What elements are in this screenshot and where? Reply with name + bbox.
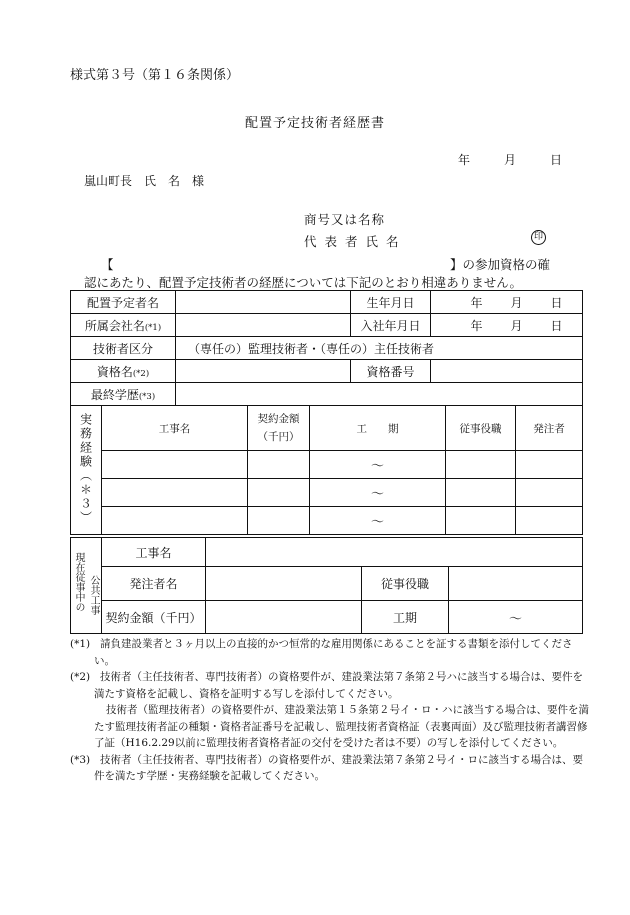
exp-work-cell[interactable] [102,507,248,535]
current-amount-label: 契約金額（千円） [102,601,206,634]
exp-col-period: 工 期 [310,406,446,451]
document-title: 配置予定技術者経歴書 [244,116,385,131]
representative-label: 代表者氏名 [304,234,407,249]
current-side-label-a: 公共工事 [88,574,99,615]
current-work-label: 工事名 [102,538,206,567]
submission-date [458,151,562,168]
exp-work-cell[interactable] [102,479,248,507]
exp-amount-cell[interactable] [248,507,310,535]
exp-role-cell[interactable] [446,479,516,507]
exp-role-cell[interactable] [446,451,516,479]
current-side-label-b: 現在従事中の [73,551,84,612]
declaration-line2: 認にあたり、配置予定技術者の経歴については下記のとおり相違ありません。 [84,275,523,290]
date-month: 月 [504,153,517,167]
exp-work-cell[interactable] [102,451,248,479]
qualification-field[interactable] [176,360,351,383]
role-class-label: 技術者区分 [71,337,176,360]
current-amount-field[interactable] [206,601,362,634]
current-period-field[interactable]: ～ [449,601,583,634]
current-client-label: 発注者名 [102,567,206,601]
date-year: 年 [458,153,471,167]
addressee: 嵐山町長 氏 名 様 [84,174,205,188]
company-name-label: 商号又は名称 [304,212,386,227]
table-row [71,479,583,507]
declaration-open-bracket: 【 [101,257,114,272]
experience-side-label: 実務経験（＊３） [71,406,102,535]
current-period-label: 工期 [362,601,449,634]
notes-section [70,636,590,785]
current-work-field[interactable] [206,538,583,567]
hire-date-label: 入社年月日 [351,314,431,337]
seal-icon: 印 [531,230,546,245]
education-field[interactable] [176,383,583,406]
note-2b: 技術者（監理技術者）の資格要件が、建設業法第１５条第２号イ・ロ・ハに該当する場合は、要件を満たす監理技術者証の種類・資格者証番号を記載し、監理技術者資格証（表裏両面）及び監理技術者講習修了証（H16.2.29以前に監理技術者資格者証の交付を受けた者は不要）の写しを添付してください。 [94,704,589,749]
birth-date-field[interactable]: 年 月 日 [431,291,583,314]
current-role-field[interactable] [449,567,583,601]
note-2: (*2) 技術者（主任技術者、専門技術者）の資格要件が、建設業法第７条第２号ハに該当する場合は、要件を満たす資格を記載し、資格を証明する写しを添付してください。 [70,671,583,700]
exp-client-cell[interactable] [516,507,583,535]
current-role-label: 従事役職 [362,567,449,601]
experience-table [70,405,583,535]
qualification-label: 資格名(*2) [71,360,176,383]
exp-amount-cell[interactable] [248,479,310,507]
exp-col-amount: 契約金額 （千円） [248,406,310,451]
exp-period-cell[interactable]: ～ [310,451,446,479]
exp-period-cell[interactable]: ～ [310,507,446,535]
basic-info-table [70,290,583,406]
education-label: 最終学歴(*3) [71,383,176,406]
form-number: 様式第３号（第１６条関係） [70,68,240,83]
current-client-field[interactable] [206,567,362,601]
hire-date-field[interactable]: 年 月 日 [431,314,583,337]
date-day: 日 [550,153,563,167]
note-1: (*1) 請負建設業者と３ヶ月以上の直接的かつ恒常的な雇用関係にあることを証する書類を添付してください。 [70,638,573,667]
note-3: (*3) 技術者（主任技術者、専門技術者）の資格要件が、建設業法第７条第２号イ・ロに該当する場合は、要件を満たす学歴・実務経験を記載してください。 [70,753,583,782]
declaration-line1: 】の参加資格の確 [450,257,551,272]
qualification-number-field[interactable] [431,360,583,383]
exp-col-role: 従事役職 [446,406,516,451]
table-row [71,507,583,535]
exp-client-cell[interactable] [516,451,583,479]
birth-date-label: 生年月日 [351,291,431,314]
qualification-number-label: 資格番号 [351,360,431,383]
exp-col-work: 工事名 [102,406,248,451]
current-side-label [71,538,102,634]
role-class-value[interactable]: （専任の）監理技術者・（専任の）主任技術者 [176,337,583,360]
exp-col-client: 発注者 [516,406,583,451]
exp-amount-cell[interactable] [248,451,310,479]
table-row [71,451,583,479]
exp-period-cell[interactable]: ～ [310,479,446,507]
exp-client-cell[interactable] [516,479,583,507]
company-label: 所属会社名(*1) [71,314,176,337]
exp-role-cell[interactable] [446,507,516,535]
company-field[interactable] [176,314,351,337]
assigned-name-label: 配置予定者名 [71,291,176,314]
current-work-table [70,537,583,634]
assigned-name-field[interactable] [176,291,351,314]
